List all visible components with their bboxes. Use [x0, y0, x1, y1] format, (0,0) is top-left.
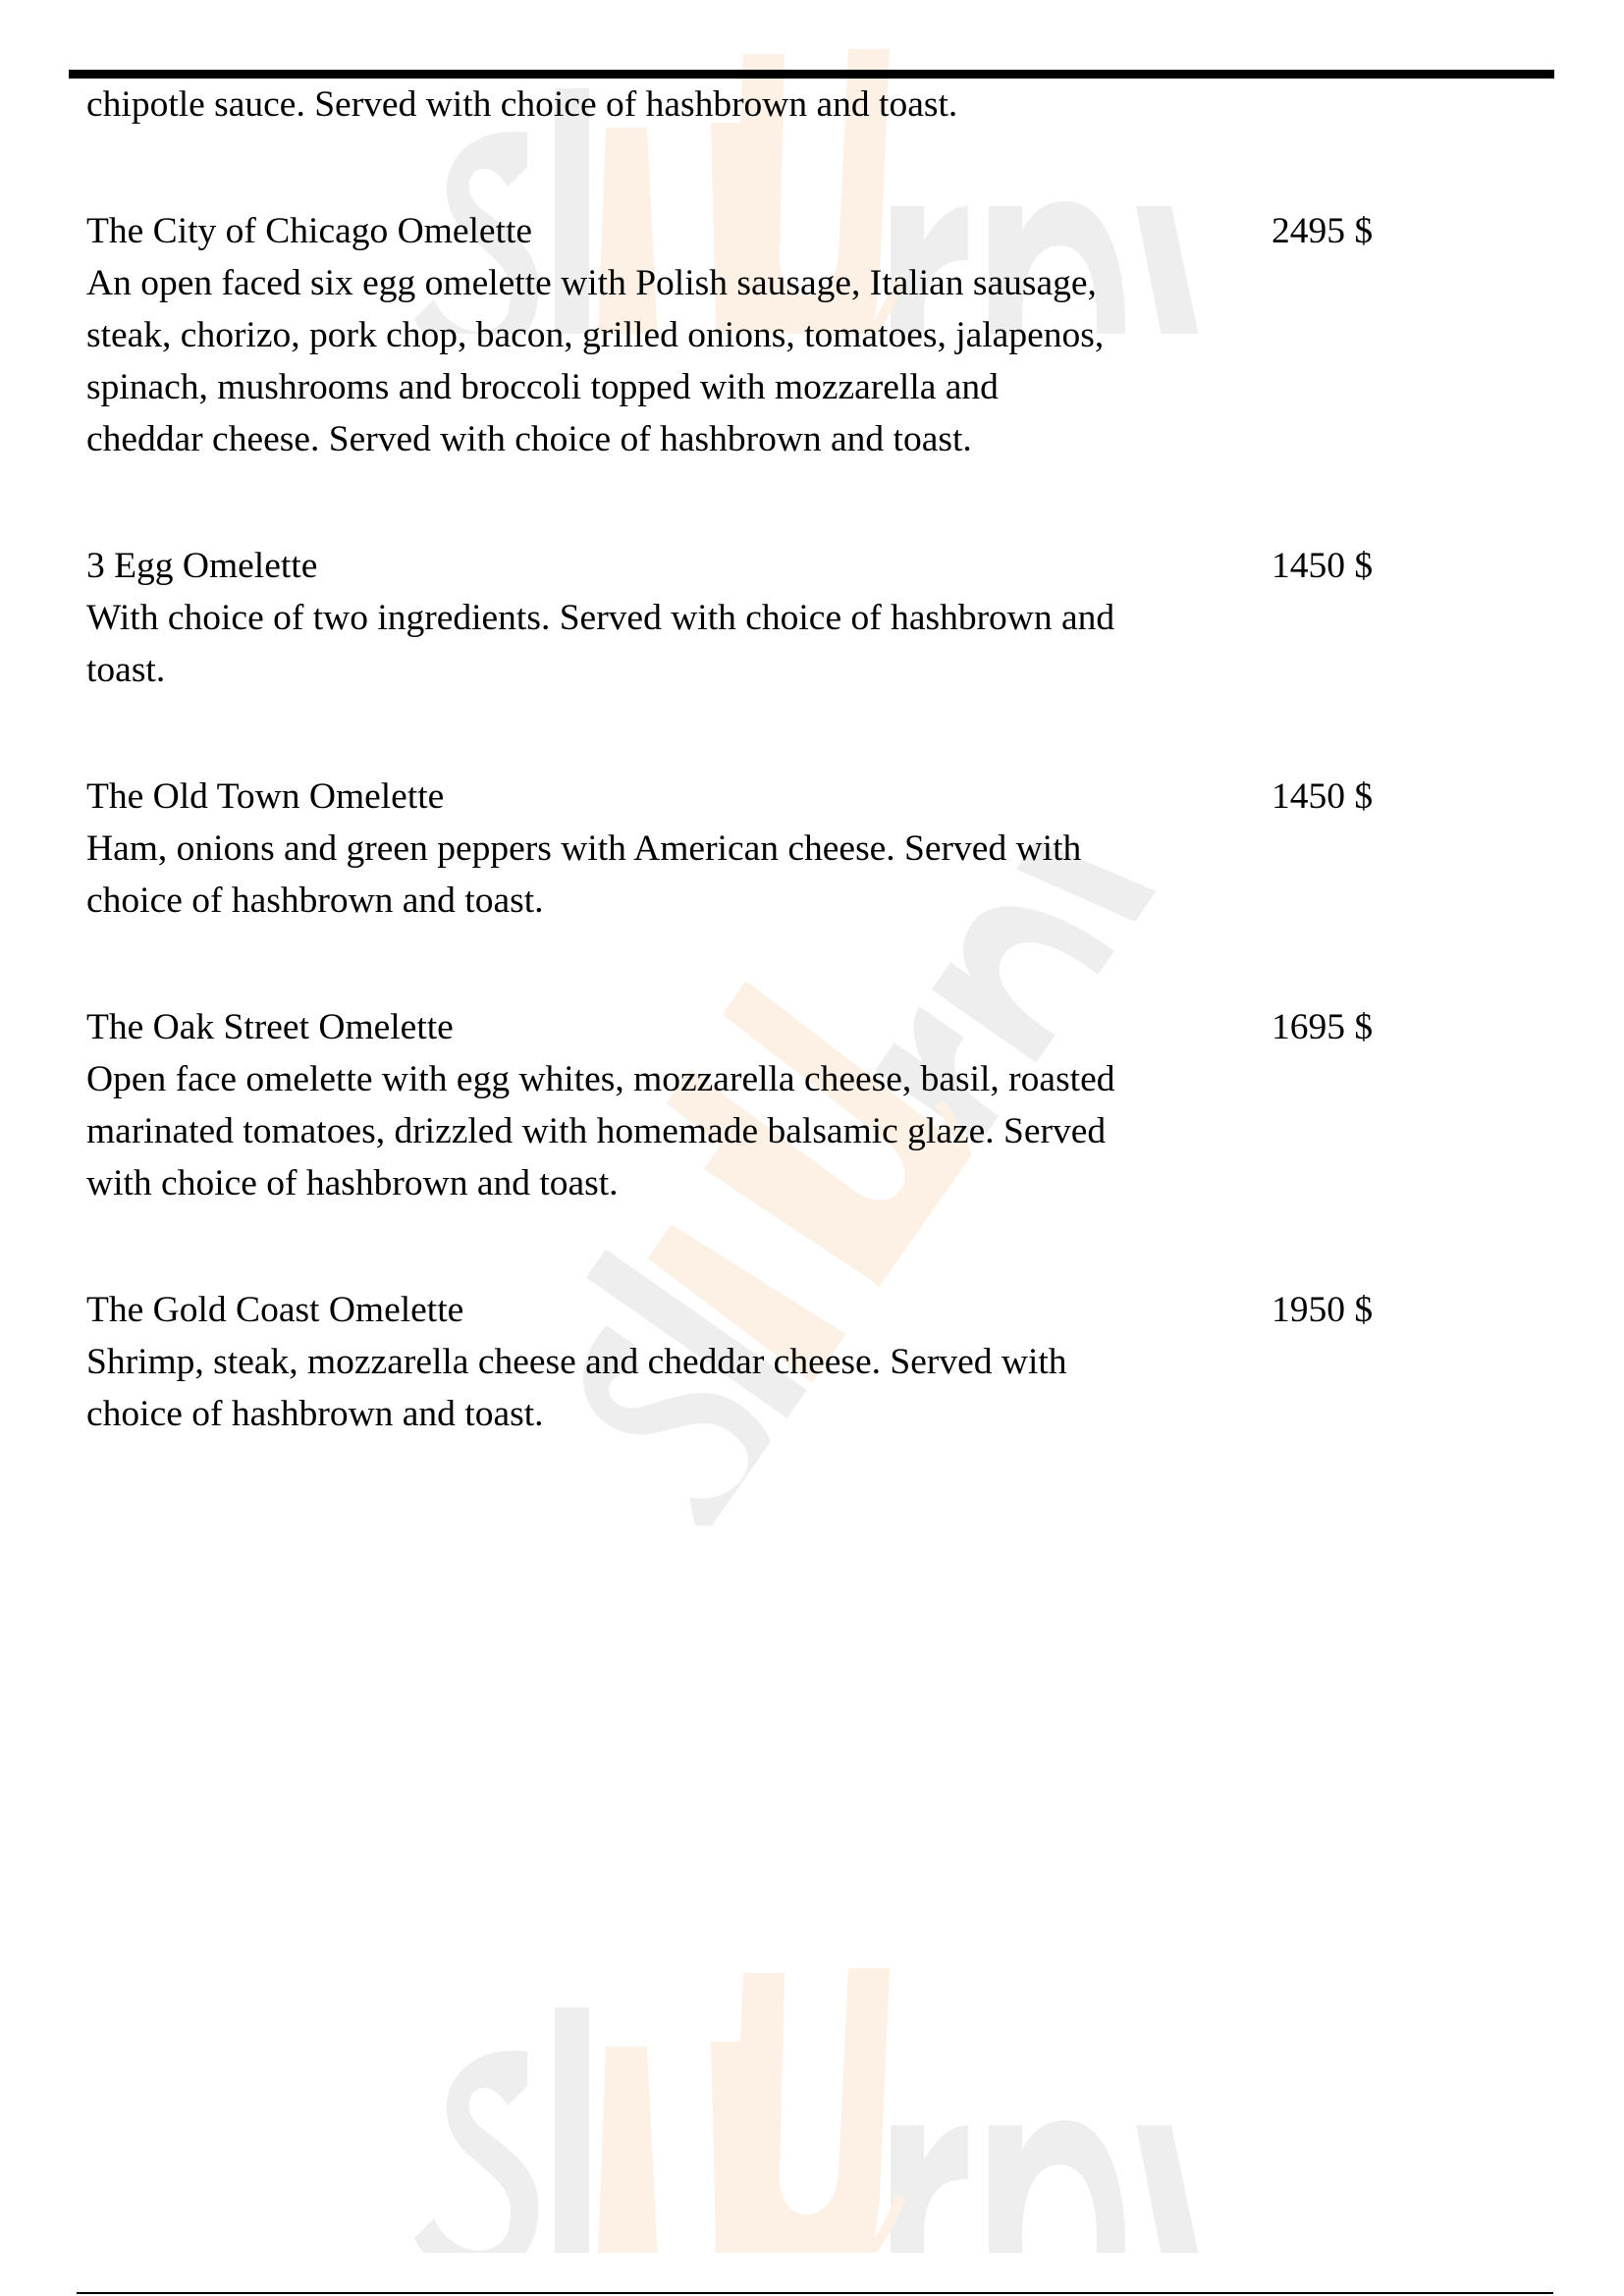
menu-item: [86, 540, 1559, 696]
menu-item-description: [86, 1053, 1255, 1209]
menu-item-description: [86, 823, 1255, 927]
menu-item-price: 1450 $: [1272, 546, 1374, 586]
menu-item: [86, 771, 1559, 927]
menu-item-description: [86, 592, 1255, 696]
menu-item-price: 1695 $: [1272, 1007, 1374, 1047]
description-line: choice of hashbrown and toast.: [86, 1394, 544, 1434]
menu-item-price: 1450 $: [1272, 776, 1374, 817]
description-line: with choice of hashbrown and toast.: [86, 1163, 619, 1203]
menu-item-description: [86, 1336, 1255, 1440]
description-line: choice of hashbrown and toast.: [86, 881, 544, 921]
menu-item-title: The Old Town Omelette: [86, 776, 445, 817]
description-line: marinated tomatoes, drizzled with homemade balsamic glaze. Served: [86, 1111, 1107, 1151]
top-divider: [69, 70, 1554, 79]
menu-page: [86, 79, 1559, 1440]
description-line: steak, chorizo, pork chop, bacon, grilled onions, tomatoes, jalapenos,: [86, 315, 1105, 355]
description-line: Ham, onions and green peppers with American cheese. Served with: [86, 828, 1082, 869]
description-line: With choice of two ingredients. Served with choice of hashbrown and: [86, 598, 1115, 638]
menu-item-price: 1950 $: [1272, 1290, 1374, 1330]
description-line: toast.: [86, 650, 166, 690]
menu-item: [86, 1001, 1559, 1209]
bottom-divider: [77, 2292, 1553, 2294]
description-line: Open face omelette with egg whites, mozzarella cheese, basil, roasted: [86, 1059, 1115, 1099]
description-line: spinach, mushrooms and broccoli topped with mozzarella and: [86, 367, 999, 407]
menu-item-price: 2495 $: [1272, 211, 1374, 251]
menu-item-title: The City of Chicago Omelette: [86, 211, 533, 251]
menu-item-title: 3 Egg Omelette: [86, 546, 318, 586]
description-line: Shrimp, steak, mozzarella cheese and cheddar cheese. Served with: [86, 1342, 1067, 1382]
menu-item-title: The Oak Street Omelette: [86, 1007, 454, 1047]
continued-description: chipotle sauce. Served with choice of hashbrown and toast.: [86, 84, 958, 125]
description-line: cheddar cheese. Served with choice of hashbrown and toast.: [86, 419, 972, 459]
menu-item-description: [86, 257, 1255, 465]
menu-item: [86, 205, 1559, 465]
description-line: An open faced six egg omelette with Polish sausage, Italian sausage,: [86, 263, 1097, 303]
menu-item-title: The Gold Coast Omelette: [86, 1290, 464, 1330]
sluurpy-logo-icon: [409, 1958, 1224, 2253]
menu-item: [86, 1284, 1559, 1440]
sluurpy-watermark-bottom: [409, 1958, 1224, 2253]
